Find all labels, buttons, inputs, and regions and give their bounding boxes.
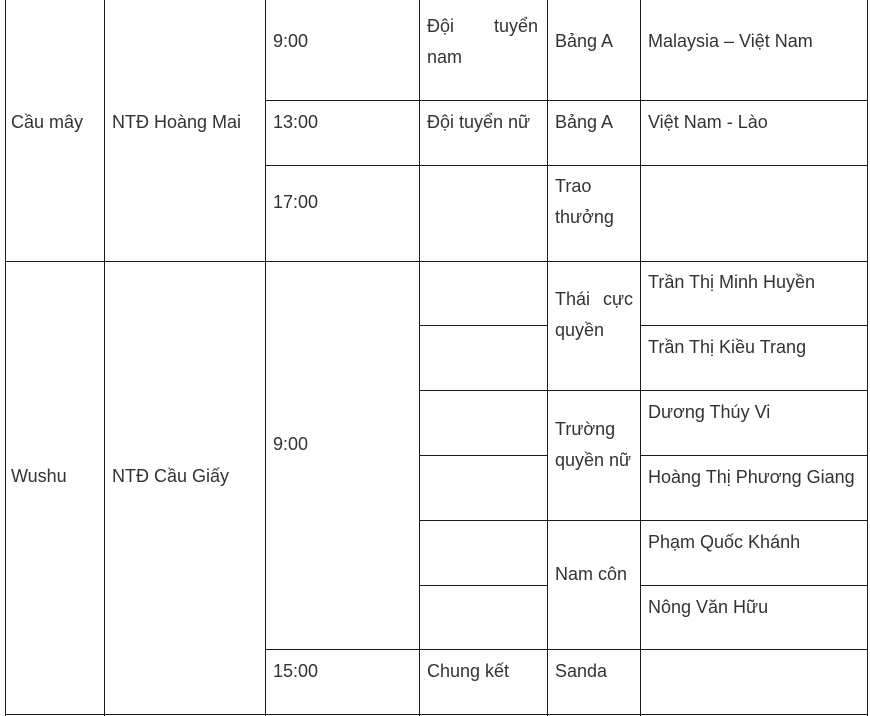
- grid-line: [419, 585, 548, 586]
- match-label: Việt Nam - Lào: [648, 112, 768, 132]
- grid-line: [265, 100, 868, 101]
- grid-line: [5, 714, 868, 715]
- match-time: 9:00: [273, 31, 309, 51]
- grid-line: [5, 0, 6, 716]
- athlete-name: Trần Thị Minh Huyền: [648, 272, 816, 292]
- grid-line: [419, 390, 868, 391]
- event-name: Thái: [555, 289, 591, 309]
- venue-name: NTĐ Hoàng Mai: [112, 112, 242, 132]
- event-name: Sanda: [555, 661, 608, 681]
- match-time: 17:00: [273, 192, 319, 212]
- athlete-name: Trần Thị Kiều Trang: [648, 337, 807, 357]
- team-label: tuyển: [494, 16, 539, 36]
- match-time: 13:00: [273, 112, 319, 132]
- award-label: Trao: [555, 176, 592, 196]
- stage-label: Chung kết: [427, 661, 510, 681]
- athlete-name: Hoàng Thị Phương Giang: [648, 467, 855, 487]
- match-time: 15:00: [273, 661, 319, 681]
- grid-line: [419, 0, 420, 716]
- grid-line: [419, 455, 548, 456]
- athlete-name: Phạm Quốc Khánh: [648, 532, 801, 552]
- grid-line: [419, 520, 868, 521]
- athlete-name: Dương Thúy Vi: [648, 402, 771, 422]
- group-label: Bảng A: [555, 112, 614, 132]
- team-label: Đội tuyển nữ: [427, 112, 531, 132]
- sport-name: Wushu: [11, 466, 67, 486]
- grid-line: [640, 585, 868, 586]
- event-name: cực: [603, 289, 634, 309]
- grid-line: [640, 455, 868, 456]
- grid-line: [265, 0, 266, 716]
- event-name: Nam côn: [555, 564, 628, 584]
- athlete-name: Nông Văn Hữu: [648, 597, 769, 617]
- event-name: quyền: [555, 320, 605, 340]
- grid-line: [265, 649, 868, 650]
- grid-line: [5, 261, 868, 262]
- match-time: 9:00: [273, 434, 309, 454]
- team-label: nam: [427, 47, 463, 67]
- sport-name: Cầu mây: [11, 112, 84, 132]
- grid-line: [547, 0, 548, 716]
- event-name: quyền nữ: [555, 450, 632, 470]
- team-label: Đội: [427, 16, 455, 36]
- match-label: Malaysia – Việt Nam: [648, 31, 813, 51]
- venue-name: NTĐ Cầu Giấy: [112, 466, 230, 486]
- grid-line: [265, 165, 868, 166]
- grid-line: [640, 0, 641, 716]
- award-label: thưởng: [555, 207, 614, 227]
- group-label: Bảng A: [555, 31, 614, 51]
- grid-line: [867, 0, 868, 716]
- grid-line: [419, 325, 548, 326]
- grid-line: [640, 325, 868, 326]
- event-name: Trường: [555, 419, 616, 439]
- grid-line: [104, 0, 105, 716]
